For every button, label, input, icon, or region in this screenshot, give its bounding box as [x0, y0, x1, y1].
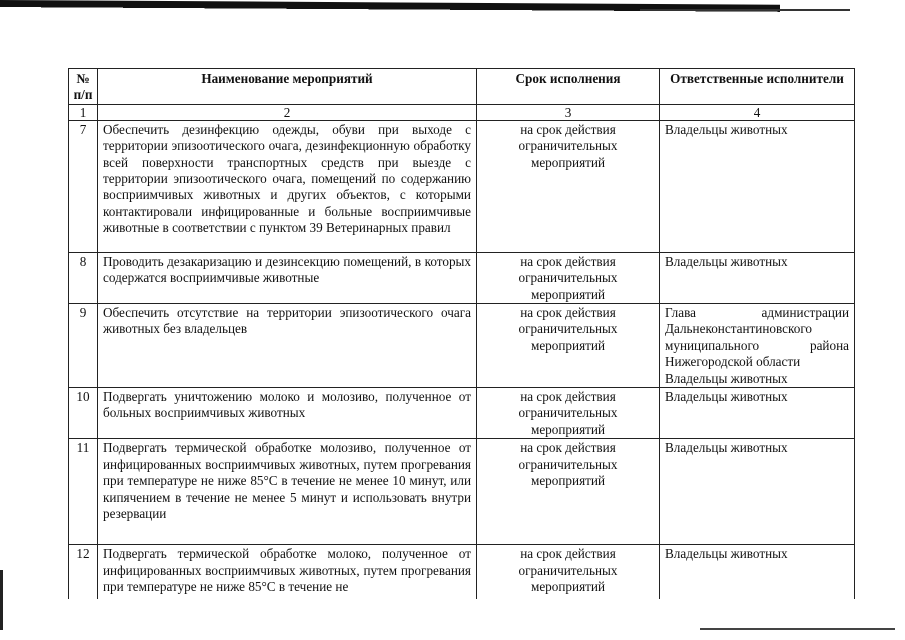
row-number: 11 [69, 439, 98, 545]
row-term: на срок действия ограничительных мероприятий [477, 545, 660, 600]
table-row [69, 120, 855, 252]
responsible-line: Глава администрации [665, 305, 849, 321]
row-responsible [660, 304, 855, 388]
measures-table [68, 68, 855, 599]
scan-edge-left [0, 570, 3, 630]
header-term: Срок исполнения [477, 69, 660, 105]
responsible-line: Нижегородской области [665, 354, 801, 370]
responsible-line: Дальнеконстантиновского [665, 321, 813, 337]
row-responsible: Владельцы животных [660, 439, 855, 545]
header-num: № п/п [69, 69, 98, 105]
row-description: Обеспечить отсутствие на территории эпизоотического очага животных без владельцев [98, 304, 477, 388]
table-header-row [69, 69, 855, 105]
header-responsible: Ответственные исполнители [660, 69, 855, 105]
scan-edge-top-tail [640, 9, 850, 11]
row-number: 12 [69, 545, 98, 600]
table-row [69, 388, 855, 439]
row-responsible: Владельцы животных [660, 252, 855, 303]
row-number: 7 [69, 120, 98, 252]
column-index-cell: 1 [69, 104, 98, 120]
table-row [69, 304, 855, 388]
row-number: 8 [69, 252, 98, 303]
row-number: 10 [69, 388, 98, 439]
row-term: на срок действия ограничительных мероприятий [477, 252, 660, 303]
table-row [69, 252, 855, 303]
column-index-cell: 4 [660, 104, 855, 120]
row-term: на срок действия ограничительных мероприятий [477, 388, 660, 439]
responsible-line: Владельцы животных [665, 370, 788, 386]
column-index-cell: 2 [98, 104, 477, 120]
header-name: Наименование мероприятий [98, 69, 477, 105]
row-responsible: Владельцы животных [660, 120, 855, 252]
row-description: Проводить дезакаризацию и дезинсекцию помещений, в которых содержатся восприимчивые животные [98, 252, 477, 303]
row-number: 9 [69, 304, 98, 388]
table-row [69, 545, 855, 600]
row-description: Подвергать термической обработке молозиво, полученное от инфицированных восприимчивых животных, путем прогревания при температуре не ниже 85°С в течение не менее 10 минут, или кипячением в течение не менее 5 минут и использовать внутри резервации [98, 439, 477, 545]
row-term: на срок действия ограничительных мероприятий [477, 120, 660, 252]
row-description: Подвергать термической обработке молоко, полученное от инфицированных восприимчивых животных, путем прогревания при температуре не ниже 85°С в течение не [98, 545, 477, 600]
row-term: на срок действия ограничительных мероприятий [477, 439, 660, 545]
row-responsible: Владельцы животных [660, 545, 855, 600]
column-index-row [69, 104, 855, 120]
scan-edge-bottom [700, 628, 895, 633]
column-index-cell: 3 [477, 104, 660, 120]
row-description: Обеспечить дезинфекцию одежды, обуви при выходе с территории эпизоотического очага, дезинфекционную обработку всей поверхности транспортных средств при выезде с территории эпизоотического очага, помещений по содержанию восприимчивых животных и других объектов, с которыми контактировали инфицированные и больные восприимчивые животные в соответствии с пунктом 39 Ветеринарных правил [98, 120, 477, 252]
row-description: Подвергать уничтожению молоко и молозиво, полученное от больных восприимчивых животных [98, 388, 477, 439]
responsible-line: муниципального района [665, 337, 849, 353]
table-row [69, 439, 855, 545]
row-responsible: Владельцы животных [660, 388, 855, 439]
row-term: на срок действия ограничительных мероприятий [477, 304, 660, 388]
